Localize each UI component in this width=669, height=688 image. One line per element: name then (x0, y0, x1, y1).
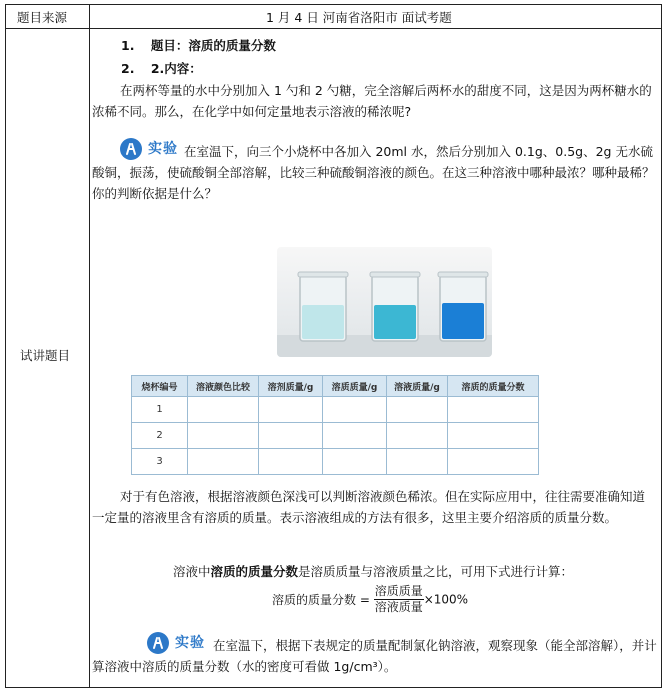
source-label: 题目来源 (17, 10, 68, 25)
experiment-text: 在室温下，向三个小烧杯中各加入 20ml 水，然后分别加入 0.1g、0.5g、2g 无水硫酸铜，振荡，使硫酸铜全部溶解，比较三种硫酸铜溶液的颜色。在这三种溶液中哪种最浓？哪种最稀？你的判断依据是什么？ (92, 144, 655, 201)
experiment-2 (92, 632, 657, 677)
table-header-cell: 溶剂质量/g (259, 376, 323, 397)
table-header-cell: 烧杯编号 (132, 376, 188, 397)
table-cell (448, 423, 539, 449)
side-label: 试讲题目 (20, 348, 71, 363)
definition-post: 是溶质质量与溶液质量之比，可用下式进行计算： (298, 564, 574, 579)
table-cell (259, 423, 323, 449)
beaker-photo (277, 247, 492, 357)
item-2-num: 2. (121, 61, 135, 76)
table-cell (188, 449, 259, 475)
item-1-num: 1. (121, 38, 135, 53)
definition-line (173, 562, 573, 580)
table-header-cell: 溶液颜色比较 (188, 376, 259, 397)
table-cell (323, 449, 387, 475)
beaker-1 (298, 272, 348, 341)
formula (272, 584, 468, 615)
definition-term: 溶质的质量分数 (210, 564, 299, 579)
paragraph-intro: 在两杯等量的水中分别加入 1 勺和 2 勺糖，完全溶解后两杯水的甜度不同，这是因为两杯糖水的浓稀不同。那么，在化学中如何定量地表示溶液的稀浓呢? (92, 83, 652, 119)
formula-lhs: 溶质的质量分数 = (272, 593, 370, 607)
table-header-cell: 溶质的质量分数 (448, 376, 539, 397)
table-row (132, 423, 539, 449)
formula-suffix: ×100% (423, 592, 469, 607)
beakers-illustration (277, 247, 492, 357)
table-row (132, 449, 539, 475)
table-cell (448, 449, 539, 475)
experiment-badge (120, 138, 178, 160)
beaker-2 (370, 272, 420, 341)
column-divider (89, 5, 90, 687)
experiment-table (131, 375, 539, 475)
table-header-cell: 溶质质量/g (323, 376, 387, 397)
row-divider (6, 28, 661, 29)
formula-fraction (374, 584, 424, 615)
table-row (132, 397, 539, 423)
experiment-label: 实验 (175, 634, 205, 651)
experiment-icon (120, 138, 142, 160)
experiment-text: 在室温下，根据下表规定的质量配制氯化钠溶液，观察现象（能全部溶解），并计算溶液中溶质的质量分数（水的密度可看做 1g/cm³）。 (92, 638, 657, 674)
source-value: 1 月 4 日 河南省洛阳市 面试考题 (266, 10, 452, 25)
item-1 (121, 36, 276, 54)
experiment-icon (147, 632, 169, 654)
table-cell (323, 423, 387, 449)
table-cell (259, 449, 323, 475)
table-header-cell: 溶液质量/g (387, 376, 448, 397)
item-2-text: 2.内容： (150, 61, 202, 76)
formula-denominator: 溶液质量 (374, 600, 423, 614)
table-cell (259, 397, 323, 423)
beaker-3 (438, 272, 488, 341)
paragraph-colored-solutions: 对于有色溶液，根据溶液颜色深浅可以判断溶液颜色稀浓。但在实际应用中，往往需要准确知道一定量的溶液里含有溶质的质量。表示溶液组成的方法有很多，这里主要介绍溶质的质量分数。 (92, 489, 646, 525)
table-cell (188, 423, 259, 449)
table-cell: 3 (132, 449, 188, 475)
item-2 (121, 59, 202, 77)
table-cell (188, 397, 259, 423)
table-cell (387, 423, 448, 449)
experiment-badge (147, 632, 205, 654)
table-cell: 2 (132, 423, 188, 449)
item-1-text: 题目：溶质的质量分数 (150, 38, 276, 53)
table-cell: 1 (132, 397, 188, 423)
formula-numerator: 溶质质量 (374, 584, 423, 598)
table-cell (387, 397, 448, 423)
table-cell (387, 449, 448, 475)
definition-pre: 溶液中 (173, 564, 211, 579)
table-cell (448, 397, 539, 423)
table-cell (323, 397, 387, 423)
experiment-1 (92, 138, 657, 204)
experiment-label: 实验 (148, 140, 178, 157)
